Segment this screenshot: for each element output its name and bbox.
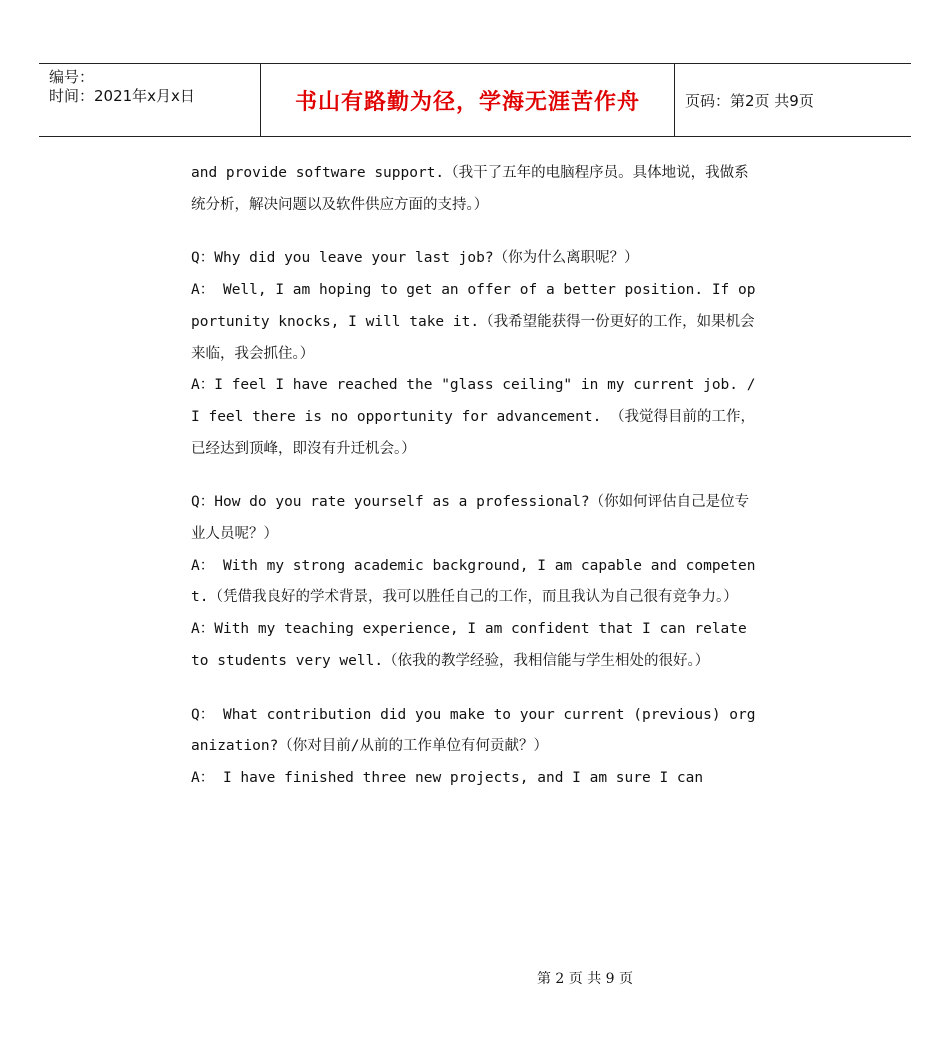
answer: A： I have finished three new projects, and I am sure I can	[191, 769, 704, 786]
paragraph-gap	[191, 678, 761, 700]
answer: A： Well, I am hoping to get an offer of a better position. If opportunity knocks, I will take it.（我希望能获得一份更好的工作，如果机会来临，我会抓住。）	[191, 282, 756, 362]
header-motto: 书山有路勤为径，学海无涯苦作舟	[260, 64, 675, 136]
header-meta	[39, 64, 260, 136]
header-page-info: 页码：第2页 共9页	[685, 91, 814, 110]
paragraph-gap	[191, 221, 761, 243]
page-header	[39, 63, 911, 137]
page-footer: 第 2 页 共 9 页	[536, 971, 634, 987]
number-label: 编号：	[49, 68, 95, 86]
paragraph-gap	[191, 465, 761, 487]
question: Q： What contribution did you make to your current (previous) organization?（你对目前/从前的工作单位有何贡献？）	[191, 706, 756, 755]
answer: A：With my teaching experience, I am confident that I can relate to students very well.（依我的教学经验，我相信能与学生相处的很好。）	[191, 621, 756, 669]
document-body	[191, 158, 765, 795]
answer: A：I feel I have reached the "glass ceiling" in my current job. / I feel there is no opportunity for advancement. （我觉得目前的工作，已经达到顶峰，即沒有升迁机会。）	[191, 377, 765, 457]
question: Q：Why did you leave your last job?（你为什么离职呢？）	[191, 250, 639, 267]
paragraph: and provide software support.（我干了五年的电脑程序员。具体地说，我做系统分析，解决问题以及软件供应方面的支持。）	[191, 165, 749, 213]
time-label: 时间：2021年x月x日	[49, 87, 195, 105]
answer: A： With my strong academic background, I am capable and competent.（凭借我良好的学术背景，我可以胜任自己的工作，而且我认为自己很有竞争力。）	[191, 557, 756, 606]
question: Q：How do you rate yourself as a professional?（你如何评估自己是位专业人员呢？）	[191, 494, 750, 543]
